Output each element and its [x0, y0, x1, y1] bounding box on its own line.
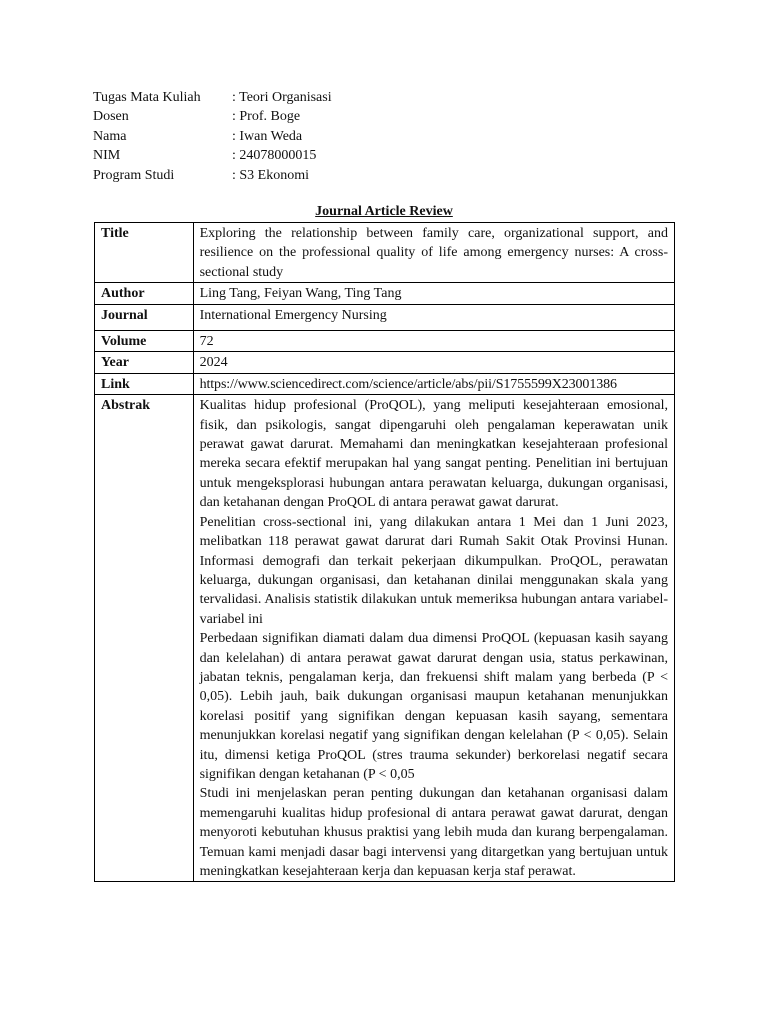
row-label: Year: [95, 352, 194, 373]
document-title: Journal Article Review: [315, 204, 453, 219]
row-label: Title: [95, 223, 194, 283]
abstract-paragraph: Kualitas hidup profesional (ProQOL), yang meliputi kesejahteraan emosional, fisik, dan psikologis, sangat dipengaruhi oleh pengalaman keperawatan unik perawat gawat darurat. Memahami dan meningkatkan kesejahteraan profesional mereka secara efektif merupakan hal yang sangat penting. Penelitian ini bertujuan untuk mengeksplorasi hubungan antara perawatan keluarga, dukungan organisasi, dan ketahanan dengan ProQOL di antara perawat gawat darurat.: [199, 398, 668, 511]
table-row-year: [95, 352, 675, 373]
abstract-cell: [193, 395, 674, 882]
assignment-info: [93, 88, 332, 185]
info-value: : 24078000015: [232, 148, 317, 164]
info-row-student-id: [93, 146, 332, 165]
info-row-lecturer: [93, 107, 332, 126]
table-row-author: [95, 283, 675, 304]
table-row-abstract: [95, 395, 675, 882]
info-label: Dosen: [93, 109, 129, 125]
article-title: Exploring the relationship between family care, organizational support, and resilience on the professional quality of life among emergency nurses: A cross-sectional study: [193, 223, 674, 283]
info-value: : Teori Organisasi: [232, 90, 332, 105]
article-author: Ling Tang, Feiyan Wang, Ting Tang: [193, 283, 674, 304]
row-label: Abstrak: [95, 395, 194, 882]
article-journal: International Emergency Nursing: [193, 304, 674, 330]
article-year: 2024: [193, 352, 674, 373]
info-label: Tugas Mata Kuliah: [93, 90, 201, 105]
info-label: Program Studi: [93, 167, 175, 183]
review-table: [94, 222, 675, 882]
table-row-title: [95, 223, 675, 283]
table-row-link: [95, 373, 675, 394]
row-label: Link: [95, 373, 194, 394]
info-label: NIM: [93, 148, 121, 164]
info-label: Nama: [93, 128, 127, 144]
row-label: Volume: [95, 331, 194, 352]
row-label: Journal: [95, 304, 194, 330]
row-label: Author: [95, 283, 194, 304]
info-row-name: [93, 127, 332, 146]
info-row-course: [93, 88, 332, 107]
abstract-paragraph: Penelitian cross-sectional ini, yang dilakukan antara 1 Mei dan 1 Juni 2023, melibatkan 118 perawat gawat darurat dari Rumah Sakit Otak Provinsi Hunan. Informasi demografi dan terkait pekerjaan dikumpulkan. ProQOL, perawatan keluarga, dukungan organisasi, dan ketahanan dinilai menggunakan skala yang tervalidasi. Analisis statistik dilakukan untuk memeriksa hubungan antara variabel-variabel ini: [199, 514, 668, 627]
abstract-paragraph: Perbedaan signifikan diamati dalam dua dimensi ProQOL (kepuasan kasih sayang dan kelelahan) di antara perawat gawat darurat dengan usia, status perkawinan, jabatan teknis, pengalaman kerja, dan frekuensi shift malam yang berbeda (P < 0,05). Lebih jauh, baik dukungan organisasi maupun ketahanan menunjukkan korelasi positif yang signifikan dengan kepuasan kasih sayang, sementara menunjukkan korelasi negatif yang signifikan dengan kelelahan (P < 0,05). Selain itu, dimensi ketiga ProQOL (stres trauma sekunder) berkorelasi negatif secara signifikan dengan ketahanan (P < 0,05: [199, 631, 668, 782]
article-link: https://www.sciencedirect.com/science/article/abs/pii/S1755599X23001386: [193, 373, 674, 394]
abstract-paragraph: Studi ini menjelaskan peran penting dukungan dan ketahanan organisasi dalam memengaruhi kualitas hidup profesional di antara perawat gawat darurat, dengan menyoroti kebutuhan khusus praktisi yang lebih muda dan kurang berpengalaman. Temuan kami menjadi dasar bagi intervensi yang ditargetkan yang bertujuan untuk meningkatkan kesejahteraan kerja dan kepuasan kerja staf perawat.: [199, 786, 668, 879]
table-row-journal: [95, 304, 675, 330]
info-value: : Prof. Boge: [232, 109, 301, 125]
article-volume: 72: [193, 331, 674, 352]
table-row-volume: [95, 331, 675, 352]
info-value: : Iwan Weda: [232, 128, 303, 144]
info-value: : S3 Ekonomi: [232, 167, 310, 183]
info-row-program: [93, 166, 332, 185]
